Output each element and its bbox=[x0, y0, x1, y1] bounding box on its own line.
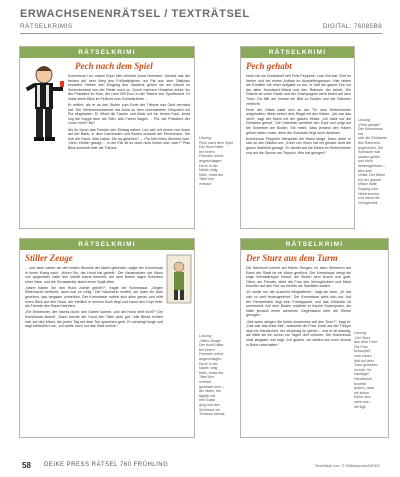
text-paragraph: Er erfährt, als er an den Stufen zum Ende der Tribüne das Geld vermisst hat. Der Vereinsvorsitzende hat Anna zu dem unerwarteten Gespräch mit Pia eingeladen. Er öffnet die Tasche und blickt auf ein leeres Fach. Anna zog die Kappe über die Stirn: Alte Fahrer klagen ... Pia, der Präsident der Leute nicht? Na? bbox=[68, 103, 190, 126]
card-text bbox=[68, 74, 190, 224]
text-paragraph: Noch nie ein Dunkelheit seit Felix Pepperle: Lore Voll war Chef im Atelier und bei einem Aufbau im Ausstellungsraum. Hier lasten die Künstler mit einer Aufgabe zu tun: er hält die ganze Zeit vor der alten Kunstwerk-Wand und den Rahmen der Arbeit. Die Galerie ist voller Gäste und der Champagner steht bereit auf dem Tisch. Da fällt auf einmal ein Bild zu Boden und der Rahmen zerbricht. bbox=[246, 74, 351, 106]
solution-line: also kein bbox=[358, 168, 373, 173]
solution-line: Der Hund hätte bbox=[199, 343, 224, 348]
solution-line: zu sein. Ihr bbox=[354, 367, 372, 372]
text-paragraph: „Er wollte nur die Aussicht fotografieren“, sagt sie leise. „Er hat sich zu weit hinausgelehnt.“ Der Kommissar sieht sich um. Auf der Fensterbank liegt kein Fotoapparat, und das Geländer ist unversehrt. Auf dem Boden entdeckt er frische Kratzspuren, als hätte jemand einen schweren Gegenstand über die Steine gezogen. bbox=[246, 290, 351, 318]
solution-line: zum ersten bbox=[354, 353, 372, 358]
solution-line: Lösung: bbox=[199, 136, 212, 140]
solution-text bbox=[354, 331, 388, 431]
solution-line: Lösung: bbox=[354, 331, 367, 335]
solution-line: und nicht bbox=[358, 159, 373, 164]
solution-line: vertraut bbox=[199, 181, 212, 186]
solution-line: Da er in der bbox=[199, 163, 218, 168]
page-header bbox=[20, 8, 382, 38]
solution-line: Der Hund hätte bbox=[199, 145, 224, 150]
solution-line: Mal auf dem bbox=[354, 358, 374, 363]
section-subtitle: RÄTSELKRIMIS bbox=[20, 23, 73, 30]
solution-line: aus dem Turm“ bbox=[354, 340, 379, 345]
solution-line: oben war – bbox=[354, 399, 372, 404]
solution-line: früher dort bbox=[354, 395, 371, 400]
text-paragraph: Die Nachricht kommt am frühen Morgen: Im alten Wehrturm am Rand der Stadt ist ein Mann gestürzt. Der Kommissar steigt die enge Wendeltreppe hinauf, die Stufen sind feucht und glatt. Oben, am Fenster, steht die Frau des Verunglückten und blickt hinunter auf den Hof, wo bereits die Sanitäter warten. bbox=[246, 266, 351, 289]
page-footer bbox=[0, 457, 400, 477]
solution-line: des Rahmens bbox=[358, 140, 381, 145]
page-number: 58 bbox=[22, 461, 31, 470]
digital-code: DIGITAL: 76085B8 bbox=[322, 23, 382, 30]
puzzle-card-stiller-zeuge bbox=[19, 238, 195, 438]
solution-line: angeschlagen. bbox=[199, 158, 223, 163]
solution-line: Nacht ruhig bbox=[199, 168, 218, 173]
solution-line: Fremden sofort bbox=[199, 352, 224, 357]
solution-line: Der Kommissar hat bbox=[358, 127, 383, 136]
solution-line: Fremden sofort bbox=[199, 154, 224, 159]
witness-illustration bbox=[165, 253, 193, 305]
solution-line: gewesen sein – bbox=[199, 384, 224, 389]
solution-line: Die Frau bbox=[354, 344, 368, 349]
solution-line: „Stiller Zeuge“ bbox=[199, 338, 222, 343]
solution-line: Lösung: bbox=[199, 334, 212, 338]
card-tag: RÄTSELKRIMI bbox=[241, 47, 354, 58]
solution-line: Hinterzimmer bbox=[358, 191, 380, 196]
text-paragraph: Als ihr durch das Fenster den Eintrag sahen, Leo saß mit einem von ihnen auf der Bank, in dem Dachboden und Boden schaute der Ehrenmann. Sie hob die Hand. Was haben Sie da gesehen? ... Pia hält einen Moment inne. „Nein, ehrlich gesagt ... in der Eile ist es doch nicht immer klar, oder?“ Pias Blick schweift über die Tribüne. bbox=[68, 127, 190, 150]
solution-line: angesehen. Die bbox=[358, 145, 384, 150]
solution-line: täglich mit bbox=[199, 393, 216, 398]
solution-line: sie schon bbox=[354, 390, 370, 395]
solution-line: Schlüssel zur bbox=[199, 407, 221, 412]
card-tag: RÄTSELKRIMI bbox=[20, 239, 194, 250]
card-title: Stiller Zeuge bbox=[25, 253, 73, 263]
card-text bbox=[25, 266, 163, 434]
solution-line: Pech nach dem Spiel bbox=[199, 140, 233, 145]
referee-illustration bbox=[22, 61, 66, 153]
solution-line: Täter ihm bbox=[199, 177, 215, 182]
text-paragraph: ... und dann haben wir den ersten Hinweis der Nacht gefunden, sagte der Kommissar in Ihrem Klang nach. „Hören Sie, der Hund hat gebellt.“ Der Hausmeister, der Mann von gegenüber, hatte den Vorfall zuerst bemerkt. Auf dem Boden lagen Scherben einer Vase, und die Terrassentür stand einen Spalt offen. bbox=[25, 266, 163, 284]
publication-name: DEIKE PRESS RÄTSEL 760 FRÜHLING bbox=[44, 462, 169, 468]
solution-line: beweist bbox=[354, 381, 367, 386]
text-paragraph: Kommissar Pepperle betrachtet die Wand lange. Dann dreht er sich zu den Gästen um: „Einer von Ihnen hat mir gerade nicht die ganze Wahrheit gesagt.“ Er deutet auf die Kisten im Hinterzimmer und auf die Spuren am Teppich. Wer hat gelogen? bbox=[246, 136, 351, 155]
solution-line: Schraube war bbox=[358, 150, 381, 155]
card-text bbox=[246, 74, 351, 224]
solution-line: Nacht ruhig bbox=[199, 366, 218, 371]
text-paragraph: Einer der Gäste hatte sich an der Tür zum Hinterzimmer aufgehalten, direkt neben dem Regal mit den Kisten. „Ich war das nicht“, sagt der Mann mit der grauen Mütze. „Ich habe nur die Getränke geholt.“ Die Galeristin schüttelt den Kopf und zeigt auf die Scherben am Boden. Sie meint, dass jemand den Haken gelöst haben muss, denn die Schraube liegt noch daneben. bbox=[246, 107, 351, 135]
card-title: Pech nach dem Spiel bbox=[75, 61, 153, 71]
card-title: Pech gehabt bbox=[246, 61, 292, 71]
solution-line: Gelegenheit. bbox=[358, 200, 379, 205]
solution-line: und damit die bbox=[358, 196, 380, 201]
solution-line: Unfall. Der Mann bbox=[358, 173, 385, 178]
text-paragraph: Kommissar Leo macht Kripo Nils verdutzt Anna Normann. Gerade war die beiden auf dem Weg des Fußballplatzes, wo Pia aus dem Olafplatz erwarten. Neben den Eingang des Stadions gehen sie am Abend im Schlenkenbad von der Partie noch zu. Durch mehrere Hinweise erfuhr ihn der Präsident im Klub, der rund 300 Euro in der Tasche von Sportfreund. Er zückt einen Blick im Flutlicht zum Schiedsrichter ... bbox=[68, 74, 190, 101]
solution-line: mit der grauen bbox=[358, 177, 382, 182]
solution-line: ging und den bbox=[199, 402, 220, 407]
puzzle-card-der-sturz-aus-dem-turm bbox=[240, 238, 389, 438]
solution-line: bei einem bbox=[199, 347, 215, 352]
puzzle-card-pech-nach-dem-spiel bbox=[19, 46, 195, 229]
solution-line: „Der Sturz bbox=[354, 335, 371, 340]
card-tag: RÄTSELKRIMI bbox=[20, 47, 194, 58]
puzzle-card-pech-gehabt bbox=[240, 46, 355, 229]
solution-text bbox=[199, 334, 235, 434]
copyright-credit: Texträtsel von: © Rätselpress/DEIKE bbox=[314, 463, 380, 468]
solution-line: sie lügt. bbox=[354, 404, 367, 409]
solution-line: sich die Rückseite bbox=[358, 136, 387, 141]
solution-line: staubiger bbox=[354, 372, 369, 377]
solution-line: der Mann, der bbox=[199, 389, 222, 394]
solution-line: behauptet, bbox=[354, 349, 371, 354]
solution-line: blieb, muss der bbox=[199, 172, 224, 177]
solution-line: Lösung: bbox=[358, 118, 371, 122]
solution-line: Täter ihm bbox=[199, 375, 215, 380]
solution-line: blieb, muss der bbox=[199, 370, 224, 375]
solution-line: bei einem bbox=[199, 149, 215, 154]
section-title: ERWACHSENENRÄTSEL / TEXTRÄTSEL bbox=[20, 8, 250, 20]
solution-line: Turm gewesen bbox=[354, 363, 378, 368]
solution-line: Terrasse kannte. bbox=[199, 412, 226, 417]
solution-text bbox=[199, 136, 235, 226]
card-title: Der Sturz aus dem Turm bbox=[246, 253, 338, 263]
solution-line: sauber gelöst bbox=[358, 154, 380, 159]
solution-line: angeschlagen. bbox=[199, 356, 223, 361]
solution-line: Zugang zum bbox=[358, 186, 378, 191]
solution-line: herausgerissen – bbox=[358, 163, 386, 168]
text-paragraph: „Wann haben Sie den Hund zuletzt gehört?“, fragte der Kommissar. „Gegen Mitternacht vielleicht, dann war es ruhig.“ Die Nachbarin erzählt, sie habe ein Auto gesehen, das langsam vorbeifuhr. Der Kommissar notiert sich alles genau und wirft einen Blick auf den Hund, der friedlich in seinem Korb liegt und kaum den Kopf hebt, als Fremde den Raum betreten. bbox=[25, 285, 163, 309]
text-paragraph: „Seit wann steigen Sie beide zusammen auf den Turm?“, fragt er. „Das war das erste Mal“, antwortet die Frau. Doch auf der Treppe liegt ein Handschuh, der eindeutig ihr gehört – und er ist staubig, als hätte sie ihn schon vor Tagen dort verloren. Der Kommissar nickt langsam und sagt: „Ich glaube, wir sollten uns noch einmal in Ruhe unterhalten.“ bbox=[246, 319, 351, 347]
solution-line: Handschuh bbox=[354, 376, 373, 381]
solution-line: „Pech gehabt“ bbox=[358, 122, 381, 127]
solution-text bbox=[358, 118, 388, 228]
solution-line: Da er in der bbox=[199, 361, 218, 366]
solution-line: vertraut bbox=[199, 379, 212, 384]
solution-line: Mütze hatte bbox=[358, 182, 377, 187]
card-tag: RÄTSELKRIMI bbox=[241, 239, 388, 250]
solution-line: jedoch, dass bbox=[354, 386, 375, 391]
solution-line: ihm Gassi bbox=[199, 398, 215, 403]
header-divider bbox=[20, 33, 382, 34]
card-text bbox=[246, 266, 351, 434]
text-paragraph: „Ein Einbrecher, der nachts durch den Garten kommt, und der Hund bellt nicht?“ Der Kommissar lächelt. „Dann kannte der Hund den Täter wohl gut.“ Alle Blicke richten sich auf den Mann, der jeden Tag mit dem Tier spazieren geht. Er schweigt lange und sagt schließlich nur: „Ich wollte doch nur das Geld zurück.“ bbox=[25, 310, 163, 329]
